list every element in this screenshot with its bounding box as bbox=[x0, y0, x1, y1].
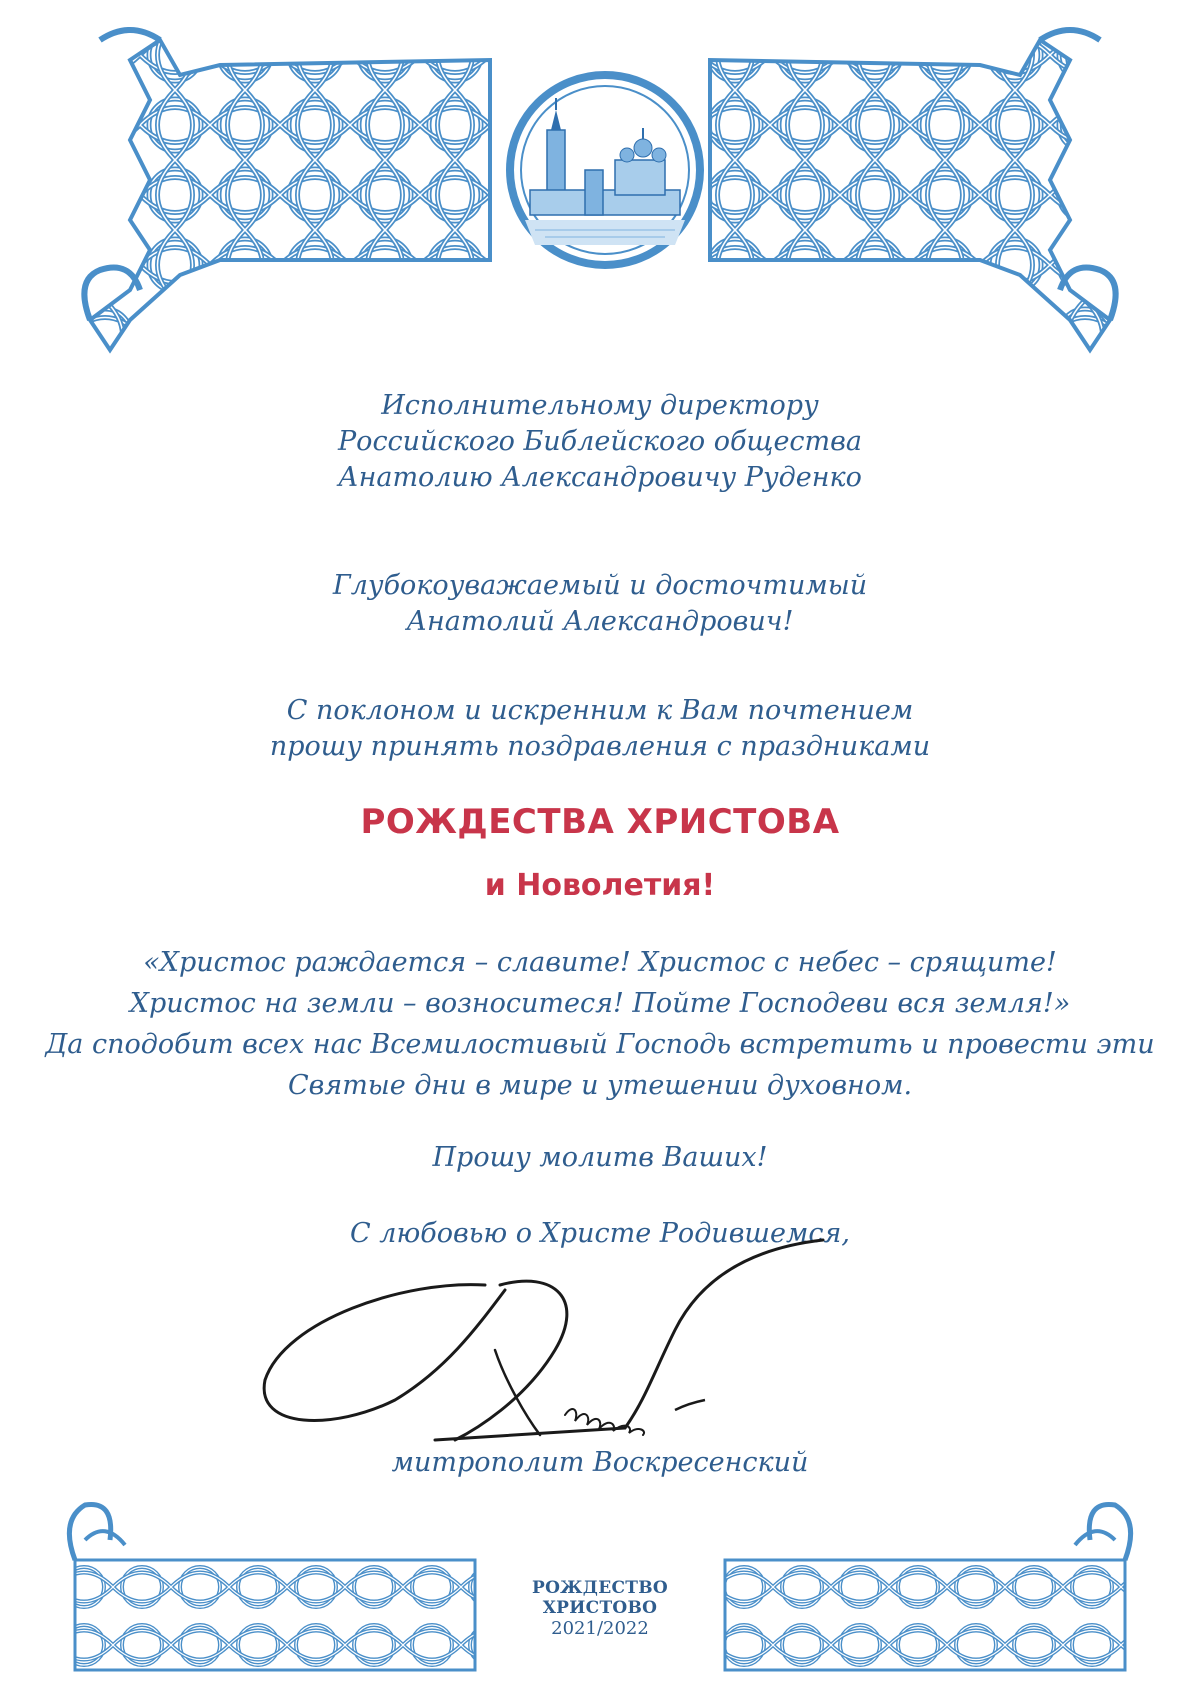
quote-line: Святые дни в мире и утешении духовном. bbox=[287, 1070, 913, 1101]
recipient-block bbox=[0, 388, 1200, 496]
quote-line: Да сподобит всех нас Всемилостивый Господь встретить и провести эти bbox=[45, 1029, 1155, 1060]
recipient-line: Российского Библейского общества bbox=[338, 426, 862, 457]
intro-block bbox=[0, 693, 1200, 765]
sender-text: митрополит Воскресенский bbox=[391, 1447, 809, 1478]
quote-line: Христос на земли – возноситеся! Пойте Господеви вся земля!» bbox=[129, 988, 1071, 1019]
quote-line: «Христос раждается – славите! Христос с небес – срящите! bbox=[143, 947, 1057, 978]
greeting-line: Анатолий Александрович! bbox=[406, 606, 794, 637]
recipient-line: Исполнительному директору bbox=[381, 390, 819, 421]
prayer-text: Прошу молитв Ваших! bbox=[432, 1142, 768, 1173]
greeting-line: Глубокоуважаемый и досточтимый bbox=[332, 570, 868, 601]
sender-title bbox=[0, 1445, 1200, 1481]
holiday-subtitle bbox=[0, 866, 1200, 906]
greeting-block bbox=[0, 568, 1200, 640]
monastery-engraving-icon bbox=[505, 70, 705, 270]
prayer-request bbox=[0, 1140, 1200, 1176]
holiday-main-text: РОЖДЕСТВА ХРИСТОВА bbox=[360, 802, 840, 842]
intro-line: С поклоном и искренним к Вам почтением bbox=[286, 695, 914, 726]
knotwork-border-icon bbox=[55, 1500, 485, 1680]
holiday-title bbox=[0, 800, 1200, 844]
quote-block bbox=[0, 942, 1200, 1106]
holiday-sub-text: и Новолетия! bbox=[484, 868, 716, 903]
intro-line: прошу принять поздравления с праздниками bbox=[269, 731, 931, 762]
footer-year: 2021/2022 bbox=[551, 1618, 649, 1639]
recipient-line: Анатолию Александровичу Руденко bbox=[338, 462, 862, 493]
knotwork-border-icon bbox=[715, 1500, 1145, 1680]
closing-text: С любовью о Христе Родившемся, bbox=[350, 1218, 850, 1249]
footer-title: РОЖДЕСТВО ХРИСТОВО bbox=[531, 1578, 669, 1618]
handwritten-signature bbox=[255, 1230, 875, 1460]
